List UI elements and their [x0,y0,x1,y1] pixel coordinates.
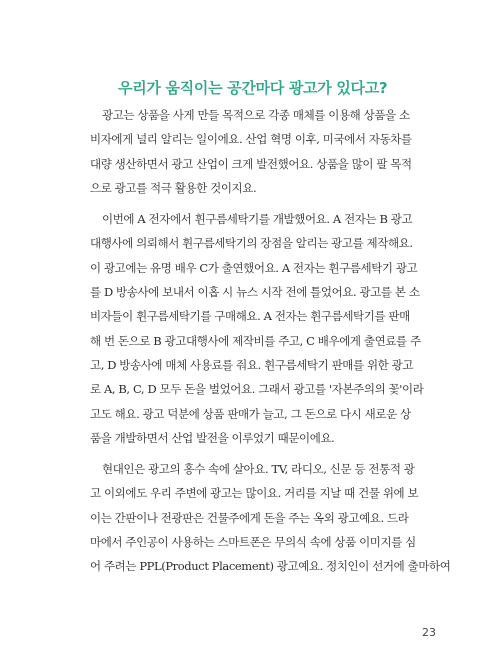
text-line: 현대인은 광고의 홍수 속에 살아요. TV, 라디오, 신문 등 전통적 광 [102,462,415,477]
text-line: 이 광고에는 유명 배우 C가 출연했어요. A 전자는 휜구름세탁기 광고 [90,260,418,275]
text-line: 어 주려는 PPL(Product Placement) 광고예요. 정치인이 선거에 출마하여 [90,559,451,574]
paragraph-gap [90,450,416,457]
text-line: 고 이외에도 우리 주변에 광고는 많이요. 거리를 지날 때 건물 위에 보 [90,486,419,501]
text-line: 이는 간판이나 전광판은 건물주에게 돈을 주는 옥외 광고예요. 드라 [90,510,409,525]
text-line: 대량 생산하면서 광고 산업이 크게 발전했어요. 상품을 많이 팔 목적 [90,156,412,171]
page-number: 23 [422,626,436,639]
text-line: 해 번 돈으로 B 광고대행사에 제작비를 주고, C 배우에게 출연료를 주 [90,333,421,348]
section-heading: 우리가 움직이는 공간마다 광고가 있다고? [118,79,388,97]
body-text [90,103,451,579]
text-line: 대행사에 의뢰해서 휜구름세탁기의 장점을 알리는 광고를 제작해요. [90,236,413,251]
text-line: 비자에게 널리 알리는 일이에요. 산업 혁명 이후, 미국에서 자동차를 [90,132,412,147]
text-line: 고, D 방송사에 매체 사용료를 줘요. 휜구름세탁기 판매를 위한 광고 [90,357,414,372]
text-line: 으로 광고를 적극 활용한 것이지요. [90,180,257,195]
paragraph-1 [90,103,416,200]
text-line: 비자들이 휜구름세탁기를 구매해요. A 전자는 휜구름세탁기를 판매 [90,309,410,324]
paragraph-gap [90,200,416,207]
text-line: 광고는 상품을 사게 만들 목적으로 각종 매체를 이용해 상품을 소 [102,108,410,122]
text-line: 고도 해요. 광고 덕분에 상품 판매가 늘고, 그 돈으로 다시 새로운 상 [90,406,411,421]
text-line: 로 A, B, C, D 모두 돈을 벌었어요. 그래서 광고를 '자본주의의 꽃'이라 [90,382,424,397]
text-line: 를 D 방송사에 보내서 이홉 시 뉴스 시작 전에 틀었어요. 광고를 본 소 [90,285,420,300]
text-line: 품을 개발하면서 산업 발전을 이루었기 때문이에요. [90,430,335,445]
paragraph-3 [90,457,451,578]
text-line: 이번에 A 전자에서 휜구름세탁기를 개발했어요. A 전자는 B 광고 [102,212,413,227]
paragraph-2 [90,207,424,450]
text-line: 마에서 주인공이 사용하는 스마트폰은 무의식 속에 상품 이미지를 심 [90,535,416,550]
